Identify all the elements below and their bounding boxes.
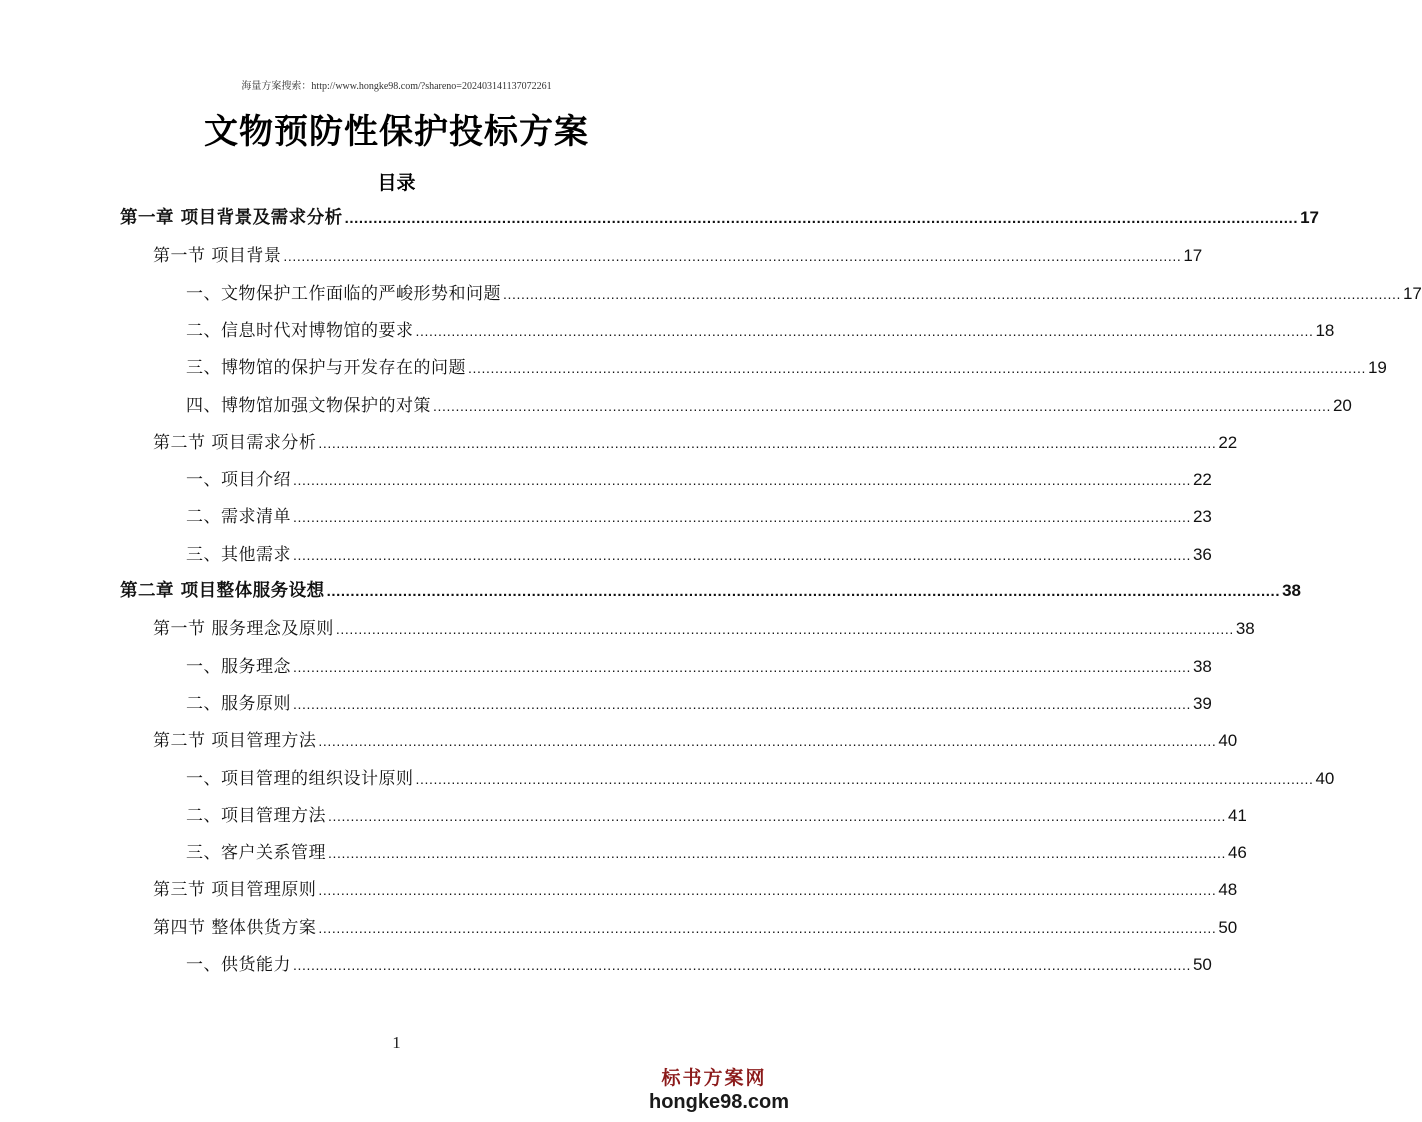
- toc-dot-leader: ........................................................................................................................................................................................................: [293, 509, 1191, 526]
- header-source-url: 海量方案搜索：http://www.hongke98.com/?shareno=202403141137072261: [241, 81, 552, 92]
- toc-entry-title: 第一节 服务理念及原则: [153, 619, 334, 640]
- toc-dot-leader: ........................................................................................................................................................................................................: [335, 621, 1234, 638]
- toc-entry-title: 一、服务理念: [186, 656, 291, 677]
- toc-page-number: 40: [1315, 768, 1335, 788]
- toc-entry-title: 三、客户关系管理: [186, 843, 326, 864]
- toc-chapter-entry[interactable]: [120, 577, 1302, 607]
- toc-entry-title: 二、需求清单: [186, 507, 291, 528]
- toc-page-number: 38: [1235, 619, 1255, 639]
- toc-entry-title: 第三节 项目管理原则: [153, 880, 317, 901]
- toc-entry-title: 一、项目管理的组织设计原则: [186, 768, 414, 789]
- toc-entry-title: 第二章 项目整体服务设想: [120, 581, 325, 601]
- toc-dot-leader: ........................................................................................................................................................................................................: [283, 248, 1182, 265]
- toc-subsection-entry[interactable]: [186, 279, 1422, 309]
- toc-page-number: 46: [1227, 843, 1247, 863]
- toc-dot-leader: ........................................................................................................................................................................................................: [415, 770, 1314, 787]
- toc-dot-leader: ........................................................................................................................................................................................................: [318, 919, 1217, 936]
- toc-page-number: 20: [1332, 395, 1352, 415]
- toc-section-entry[interactable]: [153, 875, 1238, 905]
- toc-page-number: 38: [1192, 656, 1212, 676]
- toc-dot-leader: ........................................................................................................................................................................................................: [318, 434, 1217, 451]
- toc-section-entry[interactable]: [153, 241, 1203, 271]
- toc-dot-leader: ........................................................................................................................................................................................................: [468, 360, 1366, 377]
- toc-subsection-entry[interactable]: [186, 465, 1212, 495]
- toc-dot-leader: ........................................................................................................................................................................................................: [293, 546, 1191, 563]
- toc-subsection-entry[interactable]: [186, 316, 1335, 346]
- toc-page-number: 17: [1183, 246, 1203, 266]
- toc-entry-title: 四、博物馆加强文物保护的对策: [186, 395, 431, 416]
- toc-entry-title: 二、服务原则: [186, 693, 291, 714]
- toc-dot-leader: ........................................................................................................................................................................................................: [415, 322, 1314, 339]
- watermark-chinese-text: 标书方案网: [661, 1067, 767, 1089]
- toc-heading: 目录: [377, 172, 416, 194]
- toc-entry-title: 三、博物馆的保护与开发存在的问题: [186, 358, 466, 379]
- toc-subsection-entry[interactable]: [186, 540, 1212, 570]
- toc-subsection-entry[interactable]: [186, 391, 1352, 421]
- toc-page-number: 23: [1192, 507, 1212, 527]
- toc-entry-title: 一、供货能力: [186, 955, 291, 975]
- toc-subsection-entry[interactable]: [186, 950, 1212, 980]
- toc-section-entry[interactable]: [153, 428, 1238, 458]
- toc-entry-title: 第四节 整体供货方案: [153, 917, 317, 938]
- toc-entry-title: 一、项目介绍: [186, 470, 291, 491]
- toc-dot-leader: ........................................................................................................................................................................................................: [328, 807, 1226, 824]
- toc-page-number: 17: [1300, 208, 1320, 227]
- toc-page-number: 39: [1192, 693, 1212, 713]
- toc-page-number: 40: [1218, 731, 1238, 751]
- toc-entry-title: 三、其他需求: [186, 544, 291, 565]
- toc-dot-leader: ........................................................................................................................................................................................................: [318, 733, 1217, 750]
- toc-dot-leader: ........................................................................................................................................................................................................: [293, 695, 1191, 712]
- toc-subsection-entry[interactable]: [186, 801, 1247, 831]
- toc-page-number: 17: [1402, 283, 1422, 303]
- toc-page-number: 41: [1227, 805, 1247, 825]
- toc-dot-leader: ........................................................................................................................................................................................................: [293, 957, 1191, 973]
- toc-entry-title: 二、项目管理方法: [186, 805, 326, 826]
- toc-page-number: 36: [1192, 544, 1212, 564]
- toc-subsection-entry[interactable]: [186, 502, 1212, 532]
- toc-page-number: 19: [1367, 358, 1387, 378]
- toc-page-number: 48: [1218, 880, 1238, 900]
- toc-section-entry[interactable]: [153, 614, 1255, 644]
- toc-chapter-entry[interactable]: [120, 204, 1320, 234]
- toc-page-number: 22: [1218, 432, 1238, 452]
- toc-dot-leader: ........................................................................................................................................................................................................: [344, 210, 1299, 227]
- watermark-domain-text: hongke98.com: [649, 1091, 790, 1113]
- toc-dot-leader: ........................................................................................................................................................................................................: [328, 845, 1226, 862]
- toc-entry-title: 第二节 项目需求分析: [153, 432, 317, 453]
- toc-subsection-entry[interactable]: [186, 689, 1212, 719]
- toc-subsection-entry[interactable]: [186, 652, 1212, 682]
- toc-subsection-entry[interactable]: [186, 353, 1387, 383]
- toc-dot-leader: ........................................................................................................................................................................................................: [326, 583, 1281, 600]
- toc-section-entry[interactable]: [153, 913, 1238, 943]
- toc-entry-title: 第二节 项目管理方法: [153, 731, 317, 752]
- toc-entry-title: 二、信息时代对博物馆的要求: [186, 320, 414, 341]
- toc-entry-title: 第一章 项目背景及需求分析: [120, 208, 343, 228]
- toc-subsection-entry[interactable]: [186, 764, 1335, 794]
- page-number: 1: [392, 1033, 401, 1052]
- toc-subsection-entry[interactable]: [186, 838, 1247, 868]
- toc-dot-leader: ........................................................................................................................................................................................................: [293, 658, 1191, 675]
- toc-dot-leader: ........................................................................................................................................................................................................: [318, 882, 1217, 899]
- toc-page-number: 18: [1315, 320, 1335, 340]
- document-title: 文物预防性保护投标方案: [204, 112, 589, 152]
- toc-entry-title: 第一节 项目背景: [153, 246, 282, 267]
- toc-dot-leader: ........................................................................................................................................................................................................: [503, 285, 1401, 302]
- toc-page-number: 22: [1192, 470, 1212, 490]
- toc-page-number: 50: [1192, 955, 1212, 974]
- toc-page-number: 50: [1218, 917, 1238, 937]
- toc-section-entry[interactable]: [153, 726, 1238, 756]
- toc-entry-title: 一、文物保护工作面临的严峻形势和问题: [186, 283, 501, 304]
- toc-dot-leader: ........................................................................................................................................................................................................: [293, 472, 1191, 489]
- toc-page-number: 38: [1282, 581, 1302, 600]
- watermark-logo: [649, 1066, 790, 1114]
- toc-dot-leader: ........................................................................................................................................................................................................: [433, 397, 1331, 414]
